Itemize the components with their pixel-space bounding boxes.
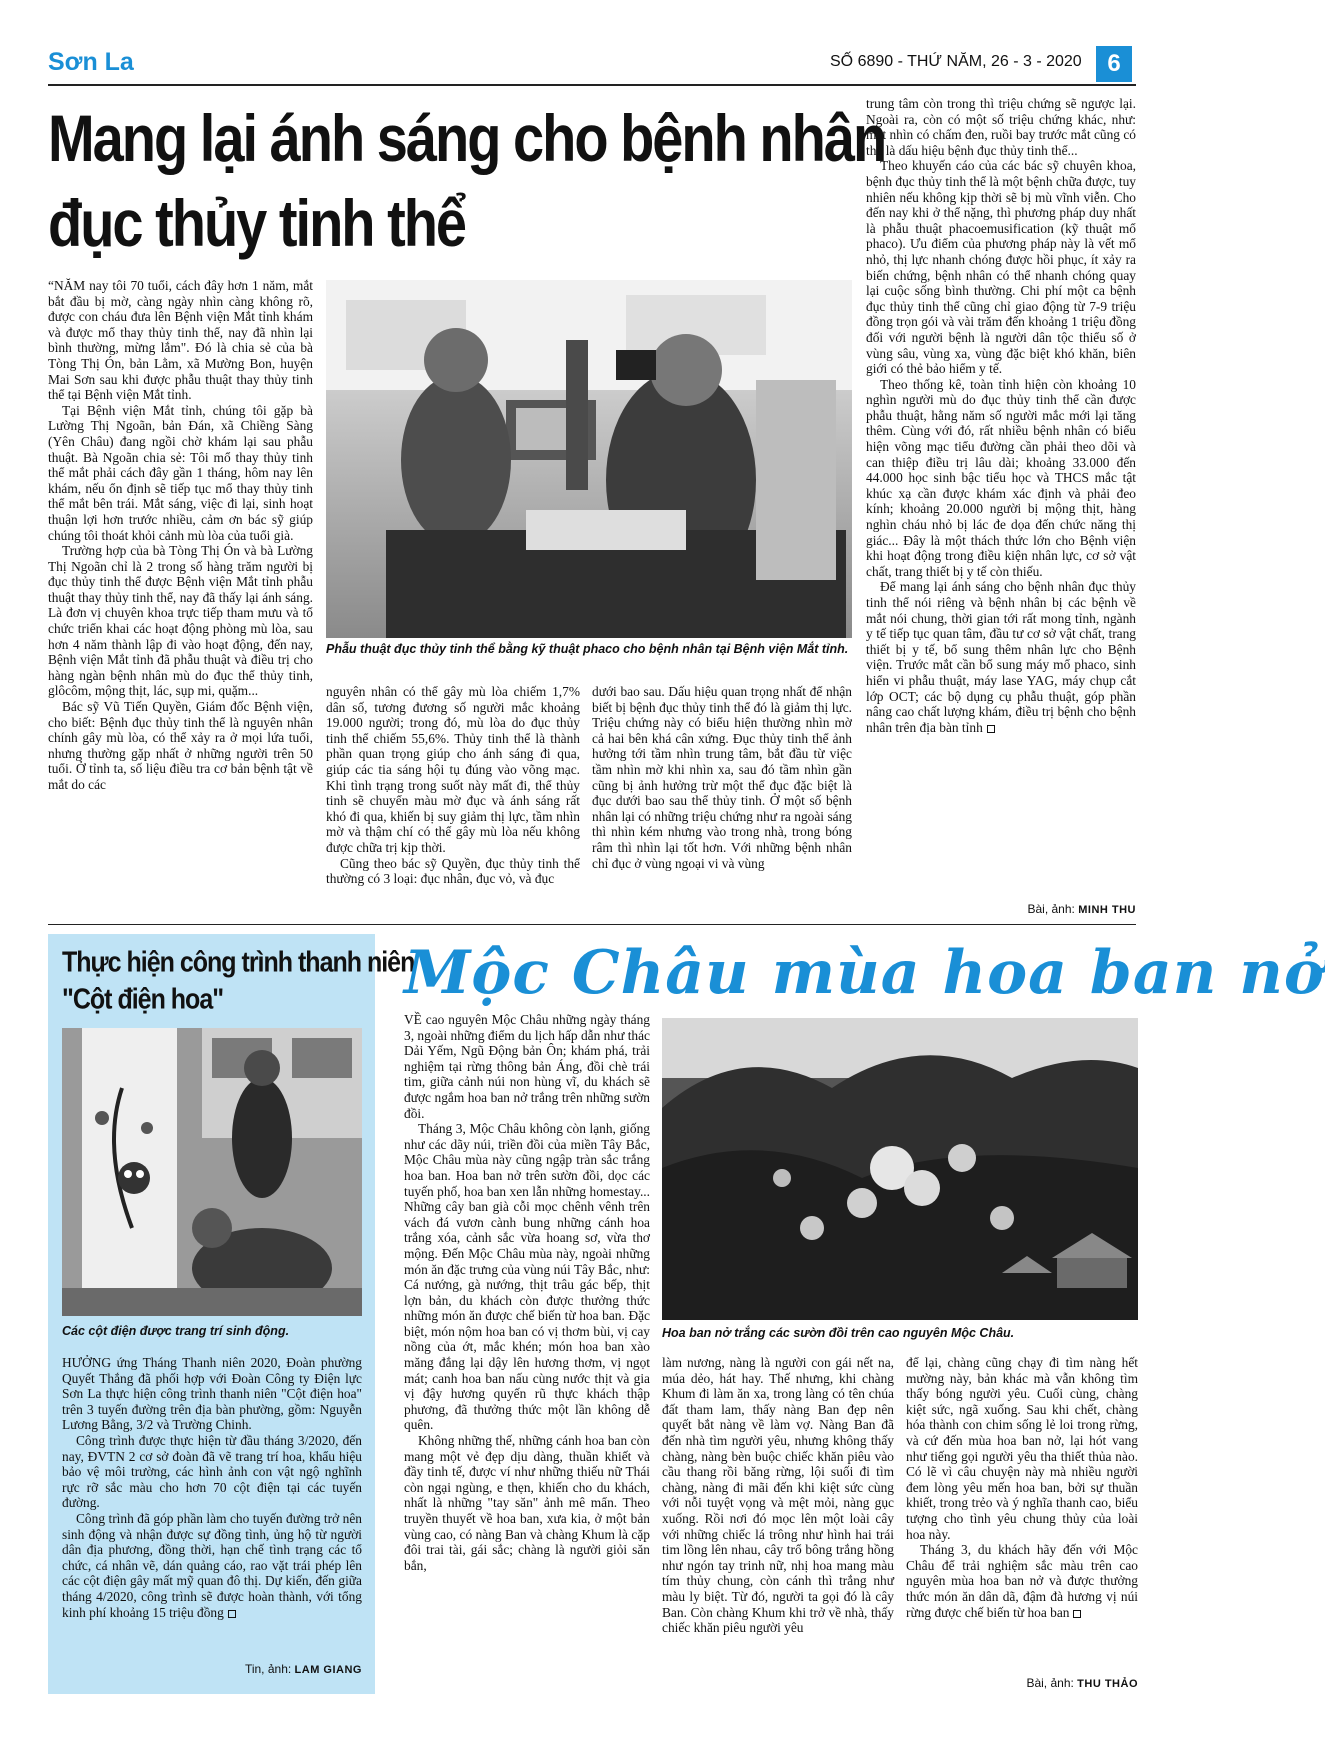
article2-para: Công trình được thực hiện từ đầu tháng 3/2020, đến nay, ĐVTN 2 cơ sở đoàn đã vẽ trang trí hoa, khẩu hiệu bảo vệ môi trường, các hình ảnh con vật ngộ nghĩnh rực rỡ sắc màu cho hơn 70 cột điện tại các tuyến đường. <box>62 1432 362 1511</box>
end-mark-icon <box>228 1610 236 1618</box>
ban-flower-photo-caption: Hoa ban nở trắng các sườn đồi trên cao nguyên Mộc Châu. <box>662 1326 1015 1340</box>
article1-col1-para: “NĂM nay tôi 70 tuổi, cách đây hơn 1 năm, mắt bắt đầu bị mờ, càng ngày nhìn càng không rõ, được con cháu đưa lên Bệnh viện Mắt tỉnh khám và được mổ thay thủy tinh thể, nay đã nhìn lại bình thường, mừng lắm". Đó là chia sẻ của bà Tòng Thị Ón, bản Lằm, xã Mường Bon, huyện Mai Sơn sau khi được phẫu thuật thay thủy tinh thể tại Bệnh viện Mắt tỉnh. <box>48 278 313 403</box>
article2-last-para: Công trình đã góp phần làm cho tuyến đường trở nên sinh động và nhận được sự đồng tình, ủng hộ từ người dân địa phương, đồng thời, hạn chế tình trạng các tổ chức, cá nhân vẽ, dán quảng cáo, rao vặt trái phép lên các cột điện gây mất mỹ quan đô thị. Dự kiến, đến giữa tháng 4/2020, công trình sẽ được hoàn thành, với tổng kinh phí khoảng 15 triệu đồng <box>62 1510 362 1620</box>
article3-credit-name: THU THẢO <box>1077 1678 1138 1690</box>
article1-title <box>48 96 886 266</box>
article2-credit-prefix: Tin, ảnh: <box>244 1662 292 1676</box>
article2-credit <box>62 1662 362 1676</box>
end-mark-icon <box>1073 1610 1081 1618</box>
article3-title: Mộc Châu mùa hoa ban nở <box>404 938 1325 1008</box>
electric-pole-photo-illustration <box>62 1028 362 1316</box>
article1-column-2 <box>326 684 580 887</box>
surgery-photo-caption: Phẫu thuật đục thủy tinh thể bằng kỹ thuật phaco cho bệnh nhân tại Bệnh viện Mắt tỉnh. <box>326 642 849 656</box>
article2-credit-name: LAM GIANG <box>294 1664 362 1676</box>
electric-pole-photo-caption: Các cột điện được trang trí sinh động. <box>62 1324 290 1338</box>
article1-title-line2: đục thủy tinh thể <box>48 185 466 261</box>
article2-title-line2: "Cột điện hoa" <box>62 983 224 1016</box>
section-name: Sơn La <box>48 48 134 76</box>
article1-col1-para: Tại Bệnh viện Mắt tỉnh, chúng tôi gặp bà Lường Thị Ngoãn, bản Đán, xã Chiềng Sàng (Yên Châu) đang ngồi chờ khám lại sau phẫu thuật. Bà Ngoãn chia sẻ: Tôi mổ thay thủy tinh thể mắt phải cách đây gần 1 tháng, hôm nay lên khám, nếu ổn định sẽ tiếp tục mổ thay thủy tinh thể mắt bên trái. Mắt sáng, việc đi lại, sinh hoạt thuận lợi hơn trước nhiều, cảm ơn bác sỹ giúp chúng tôi thoát khỏi cảnh mù lòa của tuổi già. <box>48 402 313 543</box>
article1-col2-para: nguyên nhân có thể gây mù lòa chiếm 1,7% dân số, tương đương số người mắc khoảng 19.000 người; trong đó, mù lòa do đục thủy tinh thể chiếm 55,6%. Thủy tinh thể là thành phần quan trọng giúp cho ánh sáng đi qua, giúp các tia sáng hội tụ đúng vào võng mạc. Khi tình trạng trong suốt này mất đi, thể thủy tinh sẽ chuyển màu mờ đục và ánh sáng rất khó đi qua, khiến bị suy giảm thị lực, tầm nhìn mờ và thậm chí có thể gây mù lòa nếu không được chữa trị kịp thời. <box>326 684 580 855</box>
article1-col4-para <box>866 579 1136 735</box>
header-rule <box>48 84 1136 86</box>
article3-col1-para: VỀ cao nguyên Mộc Châu những ngày tháng 3, ngoài những điểm du lịch hấp dẫn như thác Dải Yếm, Ngũ Động bản Ôn; khám phá, trải nghiệm tại rừng thông bản Áng, đồi chè trái tim, giữa cảnh núi non hùng vĩ, du khách sẽ được ngắm hoa ban nở trắng trên những sườn đồi. <box>404 1012 650 1121</box>
ban-flower-photo-illustration <box>662 1018 1138 1320</box>
issue-info: SỐ 6890 - THỨ NĂM, 26 - 3 - 2020 <box>830 53 1082 70</box>
article1-col4-para: trung tâm còn trong thì triệu chứng sẽ ngược lại. Ngoài ra, còn có một số triệu chứng khác, như: mắt nhìn có chấm đen, ruồi bay trước mắt cũng có thể là dấu hiệu bệnh đục thủy tinh thể... <box>866 96 1136 158</box>
article3-col3-para: để lại, chàng cũng chạy đi tìm nàng hết mường này, bản khác mà vẫn không tìm thấy bóng người yêu. Cuối cùng, chàng kiệt sức, ngã xuống. Sau khi chết, chàng hóa thành con chim sống lẻ loi trong rừng, và cứ đến mùa hoa ban nở, lại hót vang như tiếng gọi người yêu tha thiết thủa nào. Có lẽ vì câu chuyện này mà nhiều người đem lòng yêu mến hoa ban, bởi sự thuần khiết, trong trẻo và ý nghĩa thanh cao, biểu tượng cho tình yêu chung thủy của loài hoa này. <box>906 1355 1138 1542</box>
article-divider <box>48 924 1136 925</box>
surgery-photo <box>326 280 852 638</box>
surgery-photo-illustration <box>326 280 852 638</box>
article3-col3-para <box>906 1542 1138 1620</box>
article1-col1-para: Bác sỹ Vũ Tiến Quyền, Giám đốc Bệnh viện, cho biết: Bệnh đục thủy tinh thể là nguyên nhân chính gây mù lòa, có thể xảy ra ở mọi lứa tuổi, nhưng thường gặp nhất ở những người trên 50 tuổi. Ở tỉnh ta, số liệu điều tra cơ bản bệnh tật về mắt do các <box>48 699 313 792</box>
article2-body <box>62 1355 362 1620</box>
end-mark-icon <box>987 725 995 733</box>
article1-title-line1: Mang lại ánh sáng cho bệnh nhân <box>48 100 886 176</box>
article3-credit-prefix: Bài, ảnh: <box>1026 1676 1074 1690</box>
article1-credit-name: MINH THU <box>1078 904 1136 916</box>
article3-col1-para: Tháng 3, Mộc Châu không còn lạnh, giống như các dãy núi, triền đồi của miền Tây Bắc, Mộc Châu mùa này cũng ngập tràn sắc trắng hoa ban. Hoa ban nở trên sườn đồi, dọc các tuyến phố, hoa ban xen lẫn những homestay... Những cây ban già cỗi mọc chênh vênh trên vách đá vươn cành bung những cánh hoa trắng xóa, cảnh sắc vừa hoang sơ, vừa thơ mộng. Đến Mộc Châu mùa này, ngoài những món ăn đặc trưng của vùng núi Tây Bắc, như: Cá nướng, gà nướng, thịt trâu gác bếp, thịt lợn bản, du khách còn được thưởng thức những món ăn được chế biến từ hoa ban. Đặc biệt, món nộm hoa ban có vị thơm bùi, vị cay nồng của ớt, mắc khén; món hoa ban xào măng đắng lại dậy lên hương thơm, vị ngọt mát; canh hoa ban nấu cùng nước thịt và gia vị đậy hương quyến rũ thực khách thập phương, đã thưởng thức một lần không dễ quên. <box>404 1121 650 1433</box>
article3-col3-last-para: Tháng 3, du khách hãy đến với Mộc Châu để trải nghiệm sắc màu trên cao nguyên mùa hoa ban nở và được thưởng thức món ăn dân dã, đậm đà hương vị núi rừng được chế biến từ hoa ban <box>906 1542 1138 1620</box>
article1-col1-para: Trường hợp của bà Tòng Thị Ón và bà Lường Thị Ngoãn chỉ là 2 trong số hàng trăm người bị đục thủy tinh thể được Bệnh viện Mắt tỉnh phẫu thuật thay thủy tinh thể, nay đã thấy lại ánh sáng. Là đơn vị chuyên khoa trực tiếp tham mưu và tổ chức triển khai các hoạt động phòng mù lòa, sau hơn 4 năm thành lập đi vào hoạt động, đến nay, Bệnh viện Mắt tỉnh đã phẫu thuật và điều trị cho hàng ngàn bệnh nhân mù do đục thể thủy tinh, glôcôm, mộng thịt, lác, sụp mi, quặm... <box>48 543 313 699</box>
article3-column-1 <box>404 1012 650 1573</box>
article3-col1-para: Không những thế, những cánh hoa ban còn mang một vẻ đẹp dịu dàng, thuần khiết và đầy tinh tế, được ví như những thiếu nữ Thái còn ngại ngùng, e thẹn, khiến cho du khách, nhất là những "tay săn" ảnh mê mẩn. Theo truyền thuyết về hoa ban, xưa kia, ở một bản vùng cao, có nàng Ban và chàng Khum là cặp đôi trai tài, gái sắc; chàng là người giỏi săn bắn, <box>404 1433 650 1573</box>
article1-column-3 <box>592 684 852 871</box>
article3-column-3 <box>906 1355 1138 1620</box>
ban-flower-photo <box>662 1018 1138 1320</box>
article1-col2-para: Cũng theo bác sỹ Quyền, đục thủy tinh thể thường có 3 loại: đục nhân, đục vỏ, và đục <box>326 855 580 887</box>
page-number: 6 <box>1096 46 1132 82</box>
article2-para <box>62 1511 362 1620</box>
article1-col4-last-para: Để mang lại ánh sáng cho bệnh nhân đục thủy tinh thể nói riêng và bệnh nhân bị các bệnh về mắt nói chung, thời gian tới rất mong tỉnh, ngành y tế tiếp tục quan tâm, đầu tư cơ sở vật chất, trang thiết bị y tế, bổ sung thêm nhân lực cho Bệnh viện. Trước mắt cần bổ sung máy mổ phaco, sinh hiển vi phẫu thuật, máy lase YAG, máy chụp cắt lớp OCT; các bộ dụng cụ phẫu thuật, góp phần nâng cao chất lượng khám, điều trị bệnh cho bệnh nhân trên địa bàn tỉnh <box>866 579 1136 735</box>
article1-col4-para: Theo khuyến cáo của các bác sỹ chuyên khoa, bệnh đục thủy tinh thể là một bệnh chữa được, tuy nhiên nếu không kịp thời sẽ bị mù vĩnh viễn. Cho đến nay khi ở thể nặng, thì phương pháp duy nhất là phẫu thuật phacoemusification (kỹ thuật mổ phaco). Ưu điểm của phương pháp này là vết mổ nhỏ, thị lực nhanh chóng được hồi phục, ít xảy ra biến chứng, bệnh nhân có thể nhanh chóng quay lại cuộc sống bình thường. Chi phí một ca bệnh đục thủy tinh thể cũng chỉ giao động từ 7-9 triệu đồng trọn gói và vài trăm đến khoảng 1 triệu đồng đối với người bệnh là người dân tộc thiểu số ở vùng sâu, vùng xa, vùng đặc biệt khó khăn, biên giới có thẻ bảo hiểm y tế. <box>866 158 1136 377</box>
article2-title-line1: Thực hiện công trình thanh niên <box>62 946 415 979</box>
article1-col3-para: dưới bao sau. Dấu hiệu quan trọng nhất để nhận biết bị bệnh đục thủy tinh thể đó là giảm thị lực. Triệu chứng này có biểu hiện thường nhìn mờ cả hai bên khá cân xứng. Đục thủy tinh thể ảnh hưởng tới tầm nhìn trung tâm, bắt đầu từ việc tầm nhìn mờ khi nhìn xa, sau đó tầm nhìn gần cũng bị ảnh hưởng trừ một thể đục đặc biệt là đục dưới bao sau thể thủy tinh. Ở một số bệnh nhân lại có những triệu chứng như ra ngoài sáng thì nhìn kém nhưng vào trong nhà, trong bóng râm thì nhìn lại tốt hơn. Với những bệnh nhân chỉ đục ở vùng ngoại vi và vùng <box>592 684 852 871</box>
article3-column-2 <box>662 1355 894 1636</box>
electric-pole-photo <box>62 1028 362 1316</box>
article2-para: HƯỞNG ứng Tháng Thanh niên 2020, Đoàn phường Quyết Thắng đã phối hợp với Đoàn Công ty Điện lực Sơn La thực hiện công trình thanh niên "Cột điện hoa" trên 3 tuyến đường trên địa bàn phường, gồm: Nguyễn Lương Bằng, 3/2 và Trường Chinh. <box>62 1355 362 1433</box>
article1-col4-para: Theo thống kê, toàn tỉnh hiện còn khoảng 10 nghìn người mù do đục thủy tinh thể cần được phẫu thuật, hằng năm số người mắc mới lại tăng thêm. Cùng với đó, rất nhiều bệnh nhân có biểu hiện võng mạc tiểu đường cần phải theo dõi và can thiệp điều trị lâu dài; khoảng 33.000 đến 44.000 học sinh bậc tiểu học và THCS mắc tật khúc xạ cần được khám xác định và phải đeo kính; khoảng 20.000 người bị mộng thịt, hàng nghìn cháu nhỏ bị lác đe dọa đến chức năng thị giác... Đây là một thách thức lớn cho Bệnh viện khi hoạt động trong điều kiện nhân lực, cơ sở vật chất, trang thiết bị y tế còn thiếu. <box>866 376 1136 579</box>
article1-column-1 <box>48 278 313 793</box>
article1-credit <box>866 902 1136 916</box>
article2-title <box>62 944 415 1018</box>
article1-column-4 <box>866 96 1136 735</box>
article3-credit <box>906 1676 1138 1690</box>
article3-col2-para: làm nương, nàng là người con gái nết na, múa dẻo, hát hay. Thế nhưng, khi chàng Khum đi làm ăn xa, trong làng có tên chúa đất tham lam, thấy nàng Ban đẹp nên quyết bắt nàng về làm vợ. Nàng Ban đã đến nhà tìm người yêu, nhưng không thấy chàng, nàng bèn buộc chiếc khăn piêu vào cầu thang rồi băng rừng, lội suối đi tìm chàng, nàng đi mãi đến khi kiệt sức cùng với nỗi tuyệt vọng và mệt mỏi, nàng gục xuống. Rồi nơi đó mọc lên một loài cây với những chiếc lá trông như hình hai trái tim lồng lên nhau, cây trổ bông trắng hồng như ngón tay trinh nữ, nhị hoa mang màu tím thủy chung, còn cánh thì trắng như màu ly biệt. Từ đó, người ta gọi đó là cây Ban. Còn chàng Khum khi trở về nhà, thấy chiếc khăn piêu người yêu <box>662 1355 894 1636</box>
article1-credit-prefix: Bài, ảnh: <box>1027 902 1075 916</box>
